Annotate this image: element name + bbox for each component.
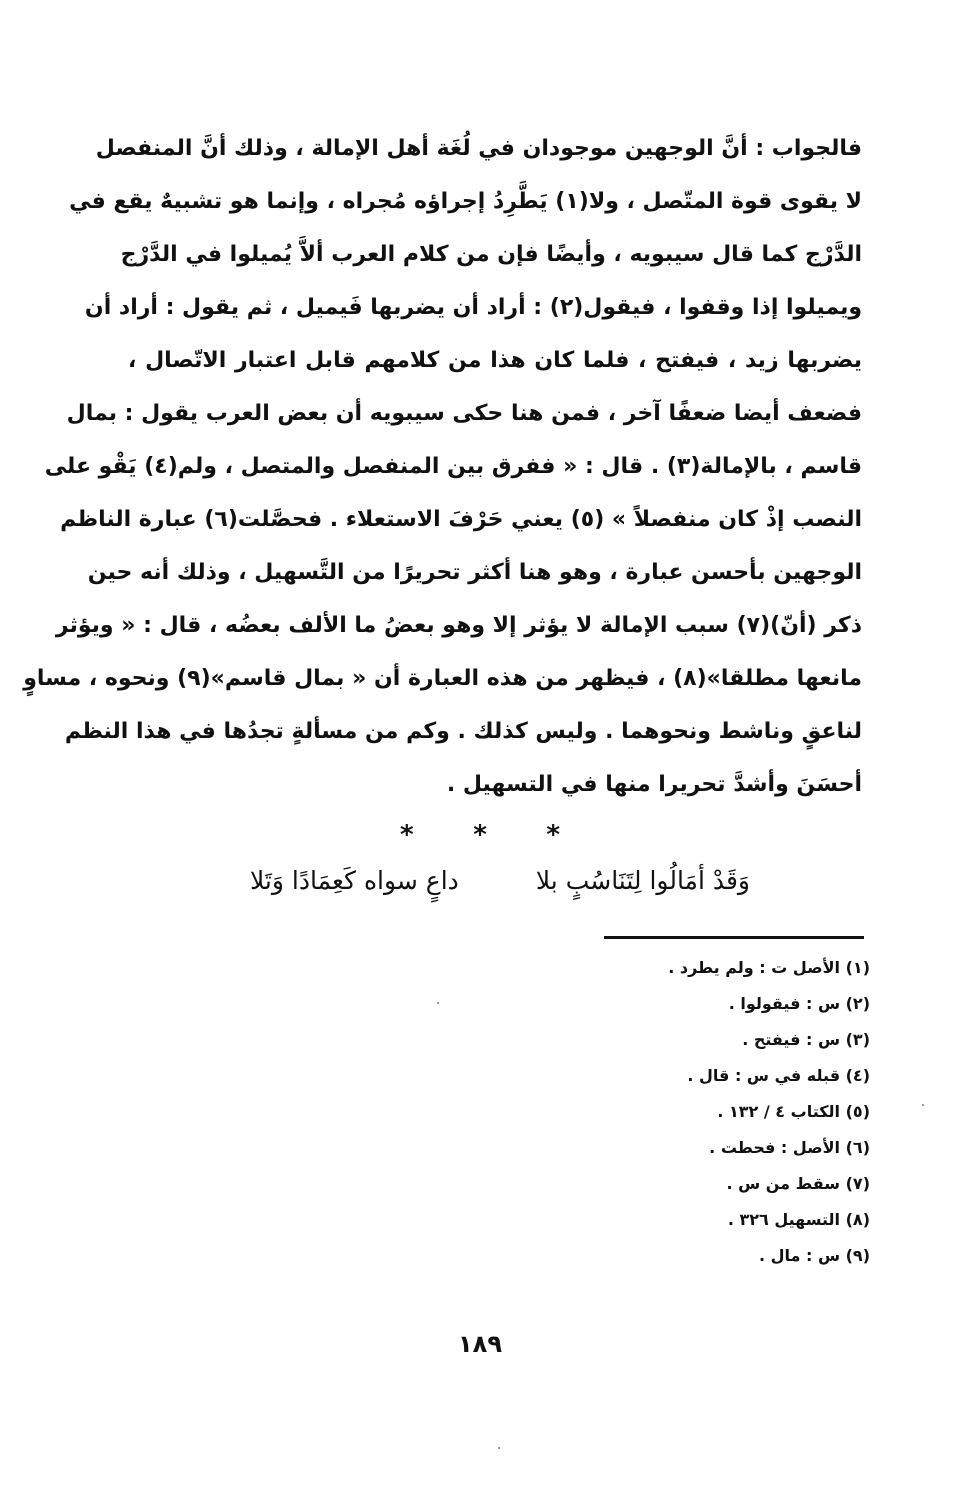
- separator-star: *: [546, 820, 560, 850]
- footnote: (١) الأصل ت : ولم يطرد .: [668, 958, 870, 977]
- text-line: قاسم ، بالإمالة(٣) . قال : « ففرق بين المنفصل والمتصل ، ولم(٤) يَقْو على: [44, 454, 862, 479]
- footnote: (٣) س : فيفتح .: [742, 1030, 870, 1049]
- text-line: أحسَنَ وأشدَّ تحريرا منها في التسهيل .: [446, 772, 862, 797]
- text-line: ويميلوا إذا وقفوا ، فيقول(٢) : أراد أن يضربها فَيميل ، ثم يقول : أراد أن: [84, 295, 862, 320]
- footnote: (٤) قبله في س : قال .: [687, 1066, 870, 1085]
- text-line: النصب إذْ كان منفصلاً » (٥) يعني حَرْفَ الاستعلاء . فحصَّلت(٦) عبارة الناظم: [60, 507, 862, 532]
- footnote-divider: [604, 936, 864, 939]
- text-line: لناعقٍ وناشط ونحوهما . وليس كذلك . وكم من مسألةٍ تجدُها في هذا النظم: [64, 719, 862, 744]
- poem-verse: [200, 866, 780, 916]
- scan-speck: [498, 1447, 500, 1449]
- footnote: (٨) التسهيل ٣٢٦ .: [727, 1210, 870, 1229]
- text-line: لا يقوى قوة المتّصل ، ولا(١) يَطَّرِدُ إجراؤه مُجراه ، وإنما هو تشبيهٌ يقع في: [69, 189, 862, 214]
- section-separator: [400, 820, 560, 850]
- text-line: ذكر (أنّ)(٧) سبب الإمالة لا يؤثر إلا وهو بعضُ ما الألف بعضُه ، قال : « ويؤثر: [55, 613, 862, 638]
- verse-first-hemistich: وَقَدْ أمَالُوا لِتَنَاسُبٍ بلا: [535, 866, 750, 895]
- footnotes-list: [560, 950, 870, 1274]
- text-line: مانعها مطلقا»(٨) ، فيظهر من هذه العبارة أن « بمال قاسم»(٩) ونحوه ، مساوٍ: [23, 666, 862, 691]
- scan-speck: [437, 1002, 439, 1004]
- text-line: الوجهين بأحسن عبارة ، وهو هنا أكثر تحريرًا من التَّسهيل ، وذلك أنه حين: [87, 560, 862, 585]
- page-number: ١٨٩: [458, 1330, 502, 1358]
- footnote: (٢) س : فيقولوا .: [728, 994, 870, 1013]
- text-line: الدَّرْج كما قال سيبويه ، وأيضًا فإن من كلام العرب ألاَّ يُميلوا في الدَّرْج: [120, 242, 862, 267]
- body-paragraph: [23, 122, 862, 811]
- footnote: (٩) س : مال .: [758, 1246, 870, 1265]
- text-line: فضعف أيضا ضعفًا آخر ، فمن هنا حكى سيبويه أن بعض العرب يقول : بمال: [66, 401, 862, 426]
- scan-speck: [922, 1104, 924, 1106]
- verse-second-hemistich: داعٍ سواه كَعِمَادًا وَتَلا: [250, 866, 459, 895]
- text-line: يضربها زيد ، فيفتح ، فلما كان هذا من كلامهم قابل اعتبار الاتّصال ،: [128, 348, 862, 373]
- footnote: (٧) سقط من س .: [726, 1174, 870, 1193]
- separator-star: *: [473, 820, 487, 850]
- footnote: (٦) الأصل : فحطت .: [709, 1138, 870, 1157]
- footnote: (٥) الكتاب ٤ / ١٣٢ .: [717, 1102, 870, 1121]
- text-line: فالجواب : أنَّ الوجهين موجودان في لُغَة أهل الإمالة ، وذلك أنَّ المنفصل: [95, 136, 862, 161]
- separator-star: *: [400, 820, 414, 850]
